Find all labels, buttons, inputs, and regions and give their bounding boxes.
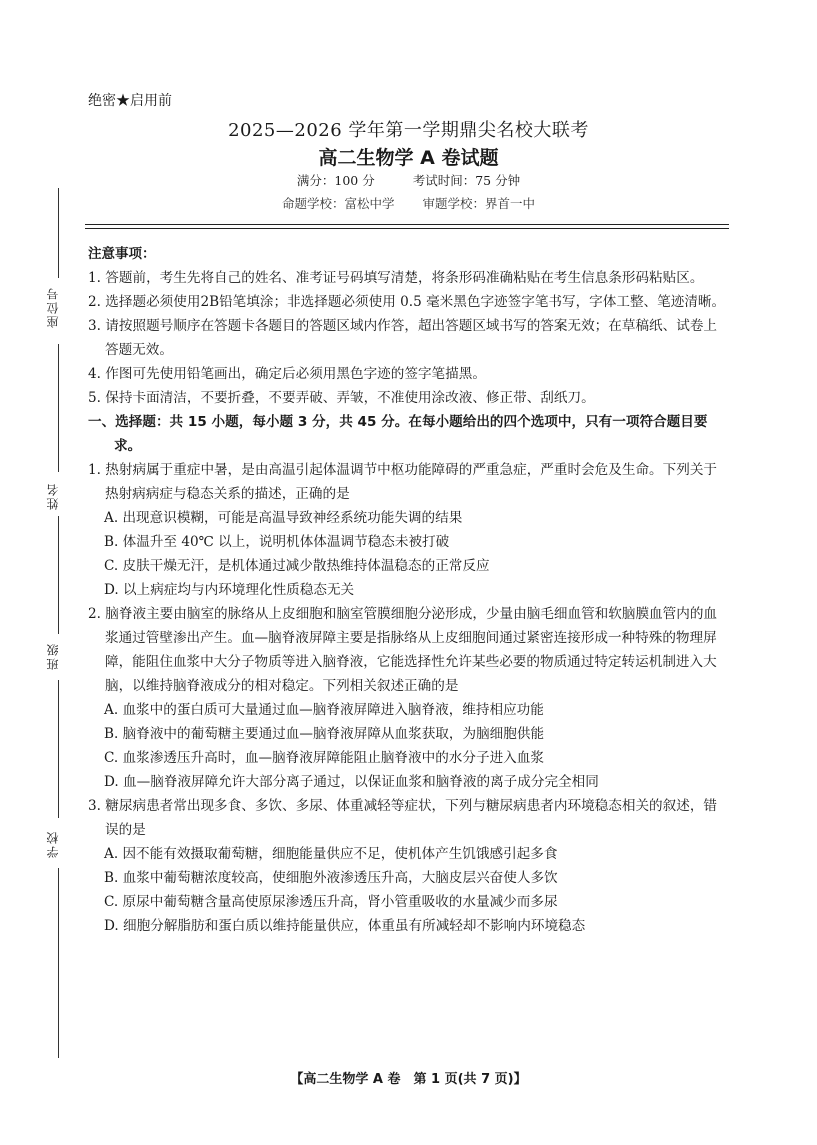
binding-line bbox=[58, 188, 59, 278]
header-divider-top bbox=[85, 224, 729, 225]
notice-item: 1. 答题前，考生先将自己的姓名、准考证号码填写清楚，将条形码准确粘贴在考生信息条形码粘贴区。 bbox=[88, 270, 704, 286]
page-footer: 【高二生物学 A 卷 第 1 页(共 7 页)】 bbox=[290, 1072, 527, 1087]
notice-item: 5. 保持卡面清洁，不要折叠，不要弄破、弄皱，不准使用涂改液、修正带、刮纸刀。 bbox=[88, 390, 595, 406]
question-option: D. 血—脑脊液屏障允许大部分离子通过，以保证血浆和脑脊液的离子成分完全相同 bbox=[104, 774, 599, 790]
question-stem: 2. 脑脊液主要由脑室的脉络从上皮细胞和脑室管膜细胞分泌形成，少量由脑毛细血管和软脑膜血管内的血浆通过管壁渗出产生。血—脑脊液屏障主要是指脉络从上皮细胞间通过紧密连接形成一种特殊的物理屏障，能阻住血浆中大分子物质等进入脑脊液，它能选择性允许某些必要的物质通过特定转运机制进入大脑，以维持脑脊液成分的相对稳定。下列相关叙述正确的是 bbox=[88, 606, 718, 694]
question-option: D. 细胞分解脂肪和蛋白质以维持能量供应，体重虽有所减轻却不影响内环境稳态 bbox=[104, 918, 586, 934]
notice-item: 2. 选择题必须使用2B铅笔填涂；非选择题必须使用 0.5 毫米黑色字迹签字笔书写，字体工整、笔迹清晰。 bbox=[88, 294, 726, 310]
question-option: B. 脑脊液中的葡萄糖主要通过血—脑脊液屏障从血浆获取，为脑细胞供能 bbox=[104, 726, 545, 742]
question-option: A. 出现意识模糊，可能是高温导致神经系统功能失调的结果 bbox=[104, 510, 463, 526]
question-stem: 3. 糖尿病患者常出现多食、多饮、多尿、体重减轻等症状，下列与糖尿病患者内环境稳态相关的叙述，错误的是 bbox=[88, 798, 718, 838]
setter-school: 命题学校：富松中学 bbox=[281, 196, 395, 211]
binding-line bbox=[58, 868, 59, 1058]
question-option: D. 以上病症均与内环境理化性质稳态无关 bbox=[104, 582, 355, 598]
exam-time: 考试时间：75 分钟 bbox=[412, 173, 521, 188]
full-score: 满分：100 分 bbox=[296, 173, 375, 188]
question-option: A. 因不能有效摄取葡萄糖，细胞能量供应不足，使机体产生饥饿感引起多食 bbox=[104, 846, 558, 862]
subject-title: 高二生物学 A 卷试题 bbox=[318, 147, 499, 169]
question-option: C. 原尿中葡萄糖含量高使原尿渗透压升高，肾小管重吸收的水量减少而多尿 bbox=[104, 894, 558, 910]
header-divider-bottom bbox=[85, 228, 729, 229]
exam-title: 2025—2026 学年第一学期鼎尖名校大联考 bbox=[228, 120, 589, 141]
side-label-school: 学校 bbox=[46, 830, 60, 858]
notice-title: 注意事项： bbox=[88, 246, 156, 262]
notice-item: 3. 请按照题号顺序在答题卡各题目的答题区域内作答，超出答题区域书写的答案无效；在草稿纸、试卷上答题无效。 bbox=[88, 318, 718, 358]
question-stem: 1. 热射病属于重症中暑，是由高温引起体温调节中枢功能障碍的严重急症，严重时会危及生命。下列关于热射病病症与稳态关系的描述，正确的是 bbox=[88, 462, 718, 502]
question-option: A. 血浆中的蛋白质可大量通过血—脑脊液屏障进入脑脊液，维持相应功能 bbox=[104, 702, 544, 718]
side-label-class: 班级 bbox=[46, 642, 60, 670]
reviewer-school: 审题学校：界首一中 bbox=[422, 196, 536, 211]
side-label-name: 姓名 bbox=[46, 482, 60, 510]
exam-info bbox=[0, 171, 817, 189]
notice-item: 4. 作图可先使用铅笔画出，确定后必须用黑色字迹的签字笔描黑。 bbox=[88, 366, 486, 382]
question-option: C. 血浆渗透压升高时，血—脑脊液屏障能阻止脑脊液中的水分子进入血浆 bbox=[104, 750, 544, 766]
side-label-seat: 座位号 bbox=[46, 286, 60, 328]
question-option: C. 皮肤干燥无汗，是机体通过减少散热维持体温稳态的正常反应 bbox=[104, 558, 490, 574]
question-option: B. 血浆中葡萄糖浓度较高，使细胞外液渗透压升高，大脑皮层兴奋使人多饮 bbox=[104, 870, 558, 886]
binding-line bbox=[58, 516, 59, 634]
binding-line bbox=[58, 344, 59, 472]
binding-line bbox=[58, 680, 59, 818]
school-info bbox=[0, 194, 817, 212]
confidential-mark: 绝密★启用前 bbox=[88, 93, 172, 109]
exam-body bbox=[88, 242, 730, 938]
section-heading: 一、选择题：共 15 小题，每小题 3 分，共 45 分。在每小题给出的四个选项中，只有一项符合题目要求。 bbox=[88, 414, 708, 454]
question-option: B. 体温升至 40℃ 以上，说明机体体温调节稳态未被打破 bbox=[104, 534, 450, 550]
